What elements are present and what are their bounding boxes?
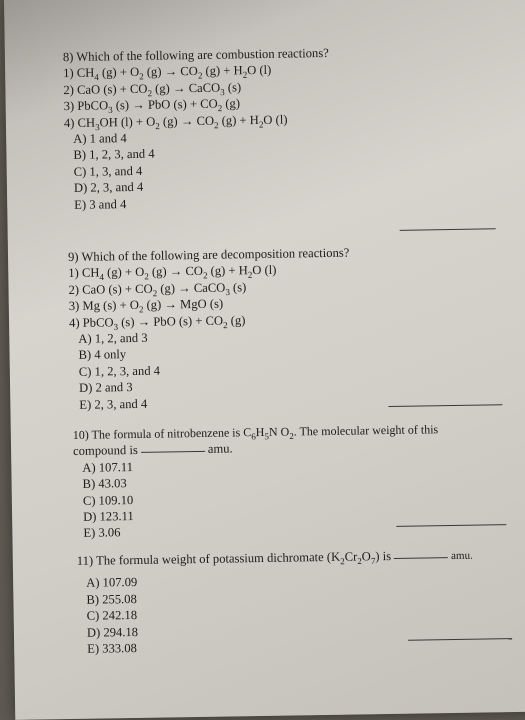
answer-choice: C) 109.10 (82, 492, 134, 508)
reaction-item: 2) CaO $(s) + CO_2$ (g) → CaCO$_3$ (s) (68, 280, 247, 298)
answer-choice: B) 255.08 (86, 591, 137, 607)
unit-text: amu. (451, 549, 473, 563)
reaction-item: 4) $CH_3OH$ $(l) + O_2$ $(g) \to CO_2$ $(g) + H_2O$ (l) (63, 112, 288, 132)
answer-choice: C) 1, 2, 3, and 4 (78, 363, 161, 379)
fill-in-blank (141, 441, 205, 453)
answer-choice: C) 1, 3, and 4 (73, 163, 143, 179)
question-11 (77, 547, 475, 658)
worksheet-page (4, 0, 525, 720)
answer-choice: D) 294.18 (86, 624, 139, 640)
answer-choice: C) 242.18 (86, 608, 138, 623)
answer-choice: B) 43.03 (82, 476, 127, 491)
answer-choice: D) 2, 3, and 4 (73, 179, 144, 196)
fill-in-blank (394, 547, 448, 559)
question-stem: 8) Which of the following are combustion reactions? (62, 45, 329, 65)
answer-choice: A) 107.11 (82, 459, 134, 475)
reaction-item: 3) PbCO$_3$ (s) → PbO $(s) + CO_2$ (g) (63, 96, 241, 116)
answer-choice: B) 4 only (78, 347, 127, 363)
question-10 (73, 421, 440, 541)
question-stem (77, 547, 473, 570)
answer-choice: A) 1 and 4 (73, 131, 127, 146)
question-stem: 9) Which of the following are decomposition reactions? (67, 245, 350, 265)
answer-choice: D) 2 and 3 (78, 380, 133, 395)
answer-blank (400, 228, 496, 231)
answer-choice: E) 3.06 (83, 525, 121, 541)
answer-choice: B) 1, 2, 3, and 4 (73, 146, 155, 163)
reaction-item: 4) PbCO$_3$ (s) → PbO $(s) + CO_2$ (g) (68, 312, 246, 332)
stem-text: compound is (72, 443, 138, 459)
reaction-item: 3) Mg $(s) + O_2$ (g) → MgO (s) (68, 296, 224, 315)
question-9 (68, 245, 352, 413)
answer-choice: A) 107.09 (86, 575, 138, 591)
answer-blank (388, 404, 502, 407)
answer-choice: E) 333.08 (87, 640, 137, 656)
question-stem: 10) The formula of nitrobenzene is $C_6H_5N$ $O_2$. The molecular weight of this (72, 422, 439, 442)
reaction-item: 1) $CH_4$ $(g) + O_2$ $(g) \to CO_2$ $(g) + H_2O$ (l) (68, 263, 277, 283)
reaction-item: 1) $CH_4$ $(g) + O_2$ $(g) \to CO_2$ $(g) + H_2O$ (l) (63, 63, 272, 83)
answer-choice: D) 123.11 (83, 508, 134, 524)
answer-choice: E) 3 and 4 (74, 196, 127, 212)
stem-text: 11) The formula weight of potassium dichromate $(K_2Cr_2O_7)$ is (76, 548, 392, 568)
question-8 (63, 45, 331, 213)
reaction-item: 2) CaO $(s) + CO_2$ (g) → CaCO$_3$ (s) (63, 80, 242, 99)
unit-text: amu. (207, 441, 233, 457)
answer-choice: A) 1, 2, and 3 (78, 330, 148, 346)
answer-choice: E) 2, 3, and 4 (79, 396, 148, 412)
